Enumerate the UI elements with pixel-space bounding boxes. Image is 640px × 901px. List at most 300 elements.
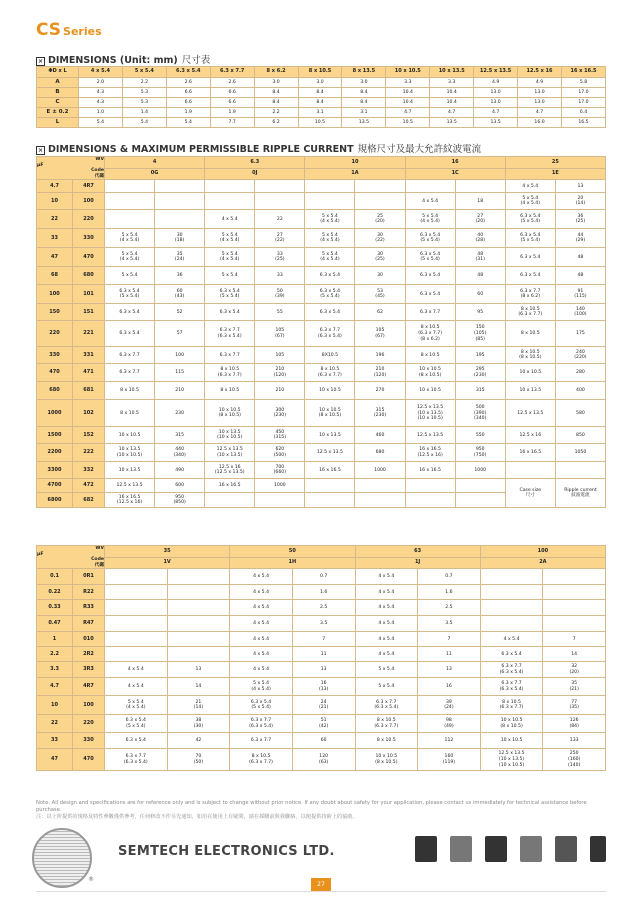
ripple-current-cell xyxy=(167,647,230,662)
ripple-current-cell: 230 xyxy=(155,400,205,427)
ripple-current-cell: 48 xyxy=(555,267,605,285)
case-size-cell: 6.3 x 7.7 (8 x 6.2) xyxy=(505,285,555,304)
certification-badge-icon xyxy=(415,836,437,862)
capacitance-code-cell: R33 xyxy=(73,600,105,616)
ripple-current-cell xyxy=(167,632,230,647)
dimensions-heading-text: DIMENSIONS (Unit: mm) xyxy=(48,55,178,66)
capacitance-code-cell: 4R7 xyxy=(73,180,105,193)
ripple-current-cell: 600 xyxy=(155,479,205,493)
capacitance-code-cell: 331 xyxy=(73,347,105,364)
case-size-cell: 5 x 5.4 (4 x 5.4) xyxy=(405,210,455,229)
ripple-current-cell: 77 (35) xyxy=(543,696,606,715)
dim-value-cell: 1.9 xyxy=(166,108,210,118)
ripple-row xyxy=(37,616,606,632)
case-size-cell: 16 x 16.5 xyxy=(305,462,355,479)
case-size-cell xyxy=(105,616,168,632)
legend-case-text: Case size xyxy=(519,487,542,493)
ripple-current-cell xyxy=(155,210,205,229)
dim-value-cell: 13.5 xyxy=(474,118,518,128)
case-size-cell: 5 x 5.4 (4 x 5.4) xyxy=(305,248,355,267)
case-size-cell: 4 x 5.4 xyxy=(505,180,555,193)
ripple-current-cell xyxy=(155,193,205,210)
ripple-current-cell xyxy=(167,600,230,616)
ripple-current-cell: 60 xyxy=(455,285,505,304)
case-size-cell: 6.3 x 7.7 (6.3 x 5.4) xyxy=(105,749,168,771)
ripple-current-cell: 60 xyxy=(292,733,355,749)
case-size-cell: 4 x 5.4 xyxy=(355,616,418,632)
dim-size-header: 5 x 5.4 xyxy=(122,67,166,78)
ripple-current-cell: 105 (67) xyxy=(355,321,405,347)
case-size-cell: 6.3 x 5.4 (5 x 5.4) xyxy=(305,285,355,304)
ripple-row xyxy=(37,193,606,210)
dimensions-heading-cn: 尺寸表 xyxy=(181,55,211,66)
ripple-current-cell: 1.6 xyxy=(418,585,481,600)
dim-value-cell: 3.3 xyxy=(386,78,430,88)
dim-size-header: 8 x 6.2 xyxy=(254,67,298,78)
legend-ripple-cn: 紋波電流 xyxy=(571,493,590,499)
ripple-current-cell: 36 (25) xyxy=(555,210,605,229)
series-suffix: Series xyxy=(63,25,102,38)
capacitance-cell: 0.47 xyxy=(37,616,73,632)
dimensions-header-row xyxy=(37,67,606,78)
ripple-table-high-voltage xyxy=(36,545,606,771)
voltage-header: 50 xyxy=(230,546,355,558)
ripple-current-cell: 115 xyxy=(155,364,205,382)
ripple-current-cell: 50 (39) xyxy=(255,285,305,304)
ripple-current-cell: 105 (67) xyxy=(255,321,305,347)
case-size-cell: 6.3 x 5.4 (5 x 5.4) xyxy=(105,285,155,304)
case-size-cell xyxy=(405,493,455,508)
ripple-heading-cn: 規格尺寸及最大允許紋波電流 xyxy=(357,144,482,155)
ripple-voltage-row xyxy=(37,546,606,558)
dim-value-cell: 17.0 xyxy=(561,88,605,98)
ripple-row xyxy=(37,347,606,364)
ripple-current-cell: 0.7 xyxy=(418,569,481,585)
ripple-current-cell xyxy=(167,569,230,585)
case-size-cell: 6.3 x 5.4 (5 x 5.4) xyxy=(405,229,455,248)
ripple-current-cell: 52 xyxy=(155,304,205,321)
capacitance-code-cell: 220 xyxy=(73,210,105,229)
capacitance-cell: 330 xyxy=(37,347,73,364)
case-size-cell: 4 x 5.4 xyxy=(230,616,293,632)
case-size-cell: 8 x 10.5 xyxy=(105,382,155,400)
ripple-current-cell: 1050 xyxy=(555,444,605,462)
ripple-current-cell: 30 (18) xyxy=(155,229,205,248)
voltage-code-header: 1C xyxy=(405,168,505,180)
voltage-header: 63 xyxy=(355,546,480,558)
case-size-cell: 10 x 13.5 (10 x 10.5) xyxy=(105,444,155,462)
ripple-current-cell: 196 xyxy=(355,347,405,364)
dim-value-cell: 6.6 xyxy=(210,98,254,108)
wv-label: WV xyxy=(95,546,104,551)
case-size-cell: 5 x 5.4 (4 x 5.4) xyxy=(105,248,155,267)
capacitance-cell: 3.3 xyxy=(37,662,73,678)
capacitance-cell: 0.33 xyxy=(37,600,73,616)
ripple-row xyxy=(37,569,606,585)
dim-value-cell: 13.0 xyxy=(518,88,562,98)
dim-value-cell: 6.6 xyxy=(210,88,254,98)
case-size-cell: 6.3 x 7.7 (6.3 x 5.4) xyxy=(205,321,255,347)
dim-size-header: 16 x 16.5 xyxy=(561,67,605,78)
case-size-cell xyxy=(505,462,555,479)
capacitance-cell: 22 xyxy=(37,210,73,229)
ripple-current-cell: 1000 xyxy=(355,462,405,479)
dim-value-cell: 5.4 xyxy=(166,118,210,128)
capacitance-code-cell: R22 xyxy=(73,585,105,600)
case-size-cell: 6.3 x 5.4 xyxy=(505,248,555,267)
ripple-current-cell: 14 xyxy=(543,647,606,662)
case-size-cell: 10 x 10.5 (8 x 10.5) xyxy=(205,400,255,427)
dim-value-cell: 16.0 xyxy=(518,118,562,128)
ripple-current-cell xyxy=(543,569,606,585)
ripple-current-cell: 195 xyxy=(455,347,505,364)
ripple-current-cell xyxy=(455,479,505,493)
ripple-current-cell: 150 (105) (85) xyxy=(455,321,505,347)
ripple-current-cell: 30 (25) xyxy=(355,248,405,267)
ripple-current-cell: 140 (100) xyxy=(555,304,605,321)
dim-size-header: 4 x 5.4 xyxy=(79,67,123,78)
capacitance-cell: 100 xyxy=(37,285,73,304)
case-size-cell: 4 x 5.4 xyxy=(230,662,293,678)
company-logo xyxy=(32,828,92,888)
case-size-cell xyxy=(105,600,168,616)
ripple-current-cell: 950 (850) xyxy=(155,493,205,508)
code-cn-label: 代碼 xyxy=(94,562,104,568)
dim-value-cell: 3.1 xyxy=(298,108,342,118)
case-size-cell: 12.5 x 13.5 (10 x 13.5) (10 x 10.5) xyxy=(480,749,543,771)
case-size-cell: 12.5 x 13.5 (10 x 13.5) xyxy=(205,444,255,462)
capacitance-cell: 1 xyxy=(37,632,73,647)
case-size-cell: 4 x 5.4 xyxy=(355,647,418,662)
voltage-header: 4 xyxy=(105,157,205,169)
ripple-current-cell: 175 xyxy=(555,321,605,347)
capacitance-code-cell: 151 xyxy=(73,304,105,321)
ripple-current-cell xyxy=(543,585,606,600)
ripple-current-cell: 850 xyxy=(555,427,605,444)
case-size-cell: 6.3 x 5.4 (5 x 5.4) xyxy=(205,285,255,304)
ripple-current-cell: 25 (20) xyxy=(355,210,405,229)
case-size-cell: 5 x 5.4 (4 x 5.4) xyxy=(105,696,168,715)
ripple-row xyxy=(37,285,606,304)
case-size-cell: 6.3 x 7.7 (6.3 x 5.4) xyxy=(480,678,543,696)
ripple-row xyxy=(37,479,606,493)
case-size-cell: 8 x 10.5 (8 x 10.5) xyxy=(505,347,555,364)
ripple-current-cell xyxy=(455,180,505,193)
certification-badge-icon xyxy=(520,836,542,862)
case-size-cell: 12.5 x 16 xyxy=(505,427,555,444)
ripple-current-cell: 95 xyxy=(455,304,505,321)
ripple-current-cell xyxy=(555,462,605,479)
dim-value-cell: 2.2 xyxy=(254,108,298,118)
ripple-current-cell: 7 xyxy=(418,632,481,647)
capacitance-cell: 150 xyxy=(37,304,73,321)
dim-value-cell: 3.0 xyxy=(342,78,386,88)
dimensions-row xyxy=(37,88,606,98)
case-size-cell: 6.3 x 5.4 xyxy=(205,304,255,321)
legend-ripple-text: Ripple current xyxy=(564,487,597,493)
case-size-cell: 4 x 5.4 xyxy=(355,632,418,647)
ripple-current-cell: 91 (115) xyxy=(555,285,605,304)
uf-label: μF xyxy=(37,162,44,168)
ripple-current-cell: 36 xyxy=(155,267,205,285)
capacitance-code-cell: 0R1 xyxy=(73,569,105,585)
dim-value-cell: 4.3 xyxy=(79,88,123,98)
capacitance-code-cell: 472 xyxy=(73,479,105,493)
case-size-cell xyxy=(480,616,543,632)
ripple-current-cell: 70 (50) xyxy=(167,749,230,771)
ripple-current-cell: 16 xyxy=(418,678,481,696)
capacitance-code-cell: 010 xyxy=(73,632,105,647)
capacitance-code-cell: 221 xyxy=(73,321,105,347)
dimensions-row xyxy=(37,118,606,128)
ripple-voltage-row xyxy=(37,157,606,169)
case-size-cell: 16 x 16.5 xyxy=(205,479,255,493)
ripple-current-cell: 450 (315) xyxy=(255,427,305,444)
code-cn-label: 代碼 xyxy=(94,173,104,179)
case-size-cell: 6.3 x 7.7 (6.3 x 5.4) xyxy=(305,321,355,347)
ripple-current-cell: 13 xyxy=(555,180,605,193)
ripple-heading-text: DIMENSIONS & MAXIMUM PERMISSIBLE RIPPLE CURRENT xyxy=(48,144,354,155)
ripple-row xyxy=(37,696,606,715)
dimensions-heading xyxy=(36,52,210,66)
ripple-row xyxy=(37,210,606,229)
dim-value-cell: 6.6 xyxy=(166,88,210,98)
dim-value-cell: 6.2 xyxy=(254,118,298,128)
case-size-cell: 4 x 5.4 xyxy=(405,193,455,210)
case-size-cell: 5 x 5.4 (4 x 5.4) xyxy=(305,210,355,229)
legend-case-size xyxy=(505,479,555,508)
capacitance-code-cell: 4R7 xyxy=(73,678,105,696)
ripple-heading xyxy=(36,141,481,155)
ripple-current-cell: 120 (63) xyxy=(292,749,355,771)
ripple-current-cell: 210 xyxy=(155,382,205,400)
ripple-current-cell: 27 (20) xyxy=(455,210,505,229)
ripple-row xyxy=(37,678,606,696)
ripple-current-cell: 105 xyxy=(255,347,305,364)
dim-row-label: C xyxy=(37,98,79,108)
case-size-cell xyxy=(105,210,155,229)
case-size-cell: 6.3 x 5.4 xyxy=(505,267,555,285)
ripple-current-cell: 112 xyxy=(418,733,481,749)
voltage-code-header: 1V xyxy=(105,557,230,569)
ripple-current-cell: 460 xyxy=(355,427,405,444)
dim-size-header: 8 x 10.5 xyxy=(298,67,342,78)
dim-value-cell: 4.7 xyxy=(430,108,474,118)
dim-value-cell: 4.7 xyxy=(474,108,518,118)
ripple-current-cell: 950 (750) xyxy=(455,444,505,462)
ripple-current-cell xyxy=(543,600,606,616)
capacitance-cell: 2200 xyxy=(37,444,73,462)
dim-value-cell: 4.7 xyxy=(386,108,430,118)
ripple-current-cell: 550 xyxy=(455,427,505,444)
case-size-cell: 5 x 5.4 (4 x 5.4) xyxy=(205,229,255,248)
dimensions-row xyxy=(37,78,606,88)
footer-note-en: Note: All design and specifications are for reference only and is subject to change without prior notice. If any doubt about safety for your application, please contact us immediately for technical assistance before purchase. xyxy=(36,800,587,813)
capacitance-code-cell: 222 xyxy=(73,444,105,462)
capacitance-cell: 2.2 xyxy=(37,647,73,662)
case-size-cell xyxy=(205,493,255,508)
case-size-cell: 10 x 13.5 xyxy=(305,427,355,444)
case-size-cell: 4 x 5.4 xyxy=(230,569,293,585)
dim-value-cell: 13.5 xyxy=(342,118,386,128)
ripple-current-cell: 33 xyxy=(255,267,305,285)
capacitance-cell: 4700 xyxy=(37,479,73,493)
case-size-cell xyxy=(480,600,543,616)
capacitance-cell: 220 xyxy=(37,321,73,347)
case-size-cell: 6.3 x 7.7 xyxy=(230,733,293,749)
ripple-corner-cell xyxy=(37,546,105,569)
case-size-cell: 8 x 10.5 (6.3 x 7.7) (8 x 6.2) xyxy=(405,321,455,347)
case-size-cell: 12.5 x 13.5 xyxy=(405,427,455,444)
ripple-current-cell xyxy=(167,585,230,600)
ripple-current-cell: 440 (340) xyxy=(155,444,205,462)
ripple-current-cell xyxy=(543,616,606,632)
case-size-cell: 10 x 10.5 xyxy=(480,733,543,749)
capacitance-code-cell: 152 xyxy=(73,427,105,444)
capacitance-cell: 1000 xyxy=(37,400,73,427)
ripple-corner-cell xyxy=(37,157,105,180)
capacitance-code-cell: 2R2 xyxy=(73,647,105,662)
voltage-code-header: 1H xyxy=(230,557,355,569)
ripple-row xyxy=(37,715,606,733)
certification-badge-icon xyxy=(555,836,577,862)
certification-badge-icon xyxy=(485,836,507,862)
dim-value-cell: 13.5 xyxy=(430,118,474,128)
ripple-current-cell xyxy=(255,180,305,193)
dim-size-header: 10 x 10.5 xyxy=(386,67,430,78)
case-size-cell: 6.3 x 5.4 (5 x 5.4) xyxy=(105,715,168,733)
ripple-current-cell xyxy=(355,180,405,193)
dim-value-cell: 10.4 xyxy=(430,88,474,98)
case-size-cell: 12.5 x 13.5 (10 x 13.5) (10 x 10.5) xyxy=(405,400,455,427)
capacitance-cell: 6800 xyxy=(37,493,73,508)
case-size-cell: 4 x 5.4 xyxy=(105,678,168,696)
dim-value-cell: 2.6 xyxy=(166,78,210,88)
ripple-current-cell: 30 (22) xyxy=(355,229,405,248)
case-size-cell: 4 x 5.4 xyxy=(355,600,418,616)
dim-value-cell: 7.7 xyxy=(210,118,254,128)
case-size-cell xyxy=(205,180,255,193)
case-size-cell: 6.3 x 5.4 (5 x 5.4) xyxy=(405,248,455,267)
case-size-cell xyxy=(305,479,355,493)
dim-value-cell: 13.0 xyxy=(518,98,562,108)
ripple-current-cell: 48 xyxy=(455,267,505,285)
case-size-cell: 16 x 16.5 (12.5 x 16) xyxy=(105,493,155,508)
ripple-current-cell: 18 xyxy=(455,193,505,210)
dim-size-header: 12.5 x 13.5 xyxy=(474,67,518,78)
dim-value-cell: 6.4 xyxy=(561,108,605,118)
case-size-cell: 16 x 16.5 (12.5 x 16) xyxy=(405,444,455,462)
ripple-current-cell: 315 (230) xyxy=(355,400,405,427)
case-size-cell: 12.5 x 13.5 xyxy=(105,479,155,493)
case-size-cell: 4 x 5.4 xyxy=(230,647,293,662)
dim-value-cell: 4.9 xyxy=(474,78,518,88)
dim-value-cell: 1.9 xyxy=(210,108,254,118)
dim-value-cell: 13.0 xyxy=(474,88,518,98)
case-size-cell: 12.5 x 13.5 xyxy=(505,400,555,427)
case-size-cell: 4 x 5.4 xyxy=(230,600,293,616)
footer-note-cn: 注：以上所提供的規格及特性參數僅供參考，任何修改不作另先通知，如用在使用上有疑問，請在採購前與我聯絡，以便提供技術上的協助。 xyxy=(36,814,358,820)
ripple-current-cell: 22 xyxy=(255,210,305,229)
capacitance-code-cell: 100 xyxy=(73,193,105,210)
ripple-current-cell: 35 (24) xyxy=(155,248,205,267)
dim-value-cell: 8.4 xyxy=(342,98,386,108)
case-size-cell: 8 x 10.5 (6.3 x 7.7) xyxy=(230,749,293,771)
ripple-current-cell: 48 (31) xyxy=(455,248,505,267)
ripple-row xyxy=(37,462,606,479)
case-size-cell xyxy=(480,585,543,600)
capacitance-code-cell: 470 xyxy=(73,749,105,771)
ripple-row xyxy=(37,248,606,267)
dim-value-cell: 3.3 xyxy=(430,78,474,88)
case-size-cell: 10 x 10.5 (8 x 10.5) xyxy=(480,715,543,733)
ripple-current-cell: 11 xyxy=(292,647,355,662)
ripple-row xyxy=(37,632,606,647)
case-size-cell: 4 x 5.4 xyxy=(230,632,293,647)
capacitance-cell: 68 xyxy=(37,267,73,285)
ripple-current-cell: 35 (21) xyxy=(543,678,606,696)
voltage-header: 25 xyxy=(505,157,605,169)
capacitance-cell: 10 xyxy=(37,193,73,210)
ripple-row xyxy=(37,382,606,400)
ripple-current-cell: 1000 xyxy=(255,479,305,493)
capacitance-cell: 0.22 xyxy=(37,585,73,600)
case-size-cell xyxy=(105,180,155,193)
ripple-current-cell: 98 (49) xyxy=(418,715,481,733)
ripple-current-cell xyxy=(167,616,230,632)
case-size-cell: 4 x 5.4 xyxy=(355,585,418,600)
case-size-cell: 8 x 10.5 (6.3 x 7.7) xyxy=(305,364,355,382)
case-size-cell: 10 x 10.5 xyxy=(105,427,155,444)
dim-size-header: 8 x 13.5 xyxy=(342,67,386,78)
case-size-cell: 4 x 5.4 xyxy=(205,210,255,229)
ripple-current-cell: 700 (660) xyxy=(255,462,305,479)
case-size-cell: 6.3 x 7.7 xyxy=(105,364,155,382)
ripple-current-cell: 210 (120) xyxy=(355,364,405,382)
voltage-code-header: 1J xyxy=(355,557,480,569)
ripple-current-cell: 3.5 xyxy=(292,616,355,632)
case-size-cell: 8 x 10.5 (6.3 x 7.7) xyxy=(205,364,255,382)
dim-value-cell: 4.7 xyxy=(518,108,562,118)
case-size-cell: 10 x 13.5 (10 x 10.5) xyxy=(205,427,255,444)
ripple-row xyxy=(37,400,606,427)
dim-row-label: B xyxy=(37,88,79,98)
ripple-current-cell: 20 (14) xyxy=(555,193,605,210)
ripple-current-cell: 300 (230) xyxy=(255,400,305,427)
case-size-cell xyxy=(105,632,168,647)
ripple-current-cell xyxy=(355,493,405,508)
dim-size-header: 12.5 x 16 xyxy=(518,67,562,78)
ripple-current-cell: 7 xyxy=(543,632,606,647)
case-size-cell: 6.3 x 7.7 xyxy=(105,347,155,364)
case-size-cell: 4 x 5.4 xyxy=(105,662,168,678)
ripple-row xyxy=(37,364,606,382)
capacitance-cell: 4.7 xyxy=(37,678,73,696)
capacitance-code-cell: 330 xyxy=(73,229,105,248)
ripple-row xyxy=(37,267,606,285)
case-size-cell: 4 x 5.4 xyxy=(230,585,293,600)
ripple-row xyxy=(37,733,606,749)
capacitance-cell: 10 xyxy=(37,696,73,715)
case-size-cell: 5 x 5.4 xyxy=(205,267,255,285)
dim-value-cell: 2.2 xyxy=(122,78,166,88)
case-size-cell: 8 x 10.5 (6.3 x 7.7) xyxy=(355,715,418,733)
case-size-cell: 5 x 5.4 (4 x 5.4) xyxy=(205,248,255,267)
case-size-cell: 6.3 x 5.4 (5 x 5.4) xyxy=(505,229,555,248)
ripple-current-cell: 13 xyxy=(167,662,230,678)
ripple-row xyxy=(37,427,606,444)
ripple-current-cell: 295 (230) xyxy=(455,364,505,382)
